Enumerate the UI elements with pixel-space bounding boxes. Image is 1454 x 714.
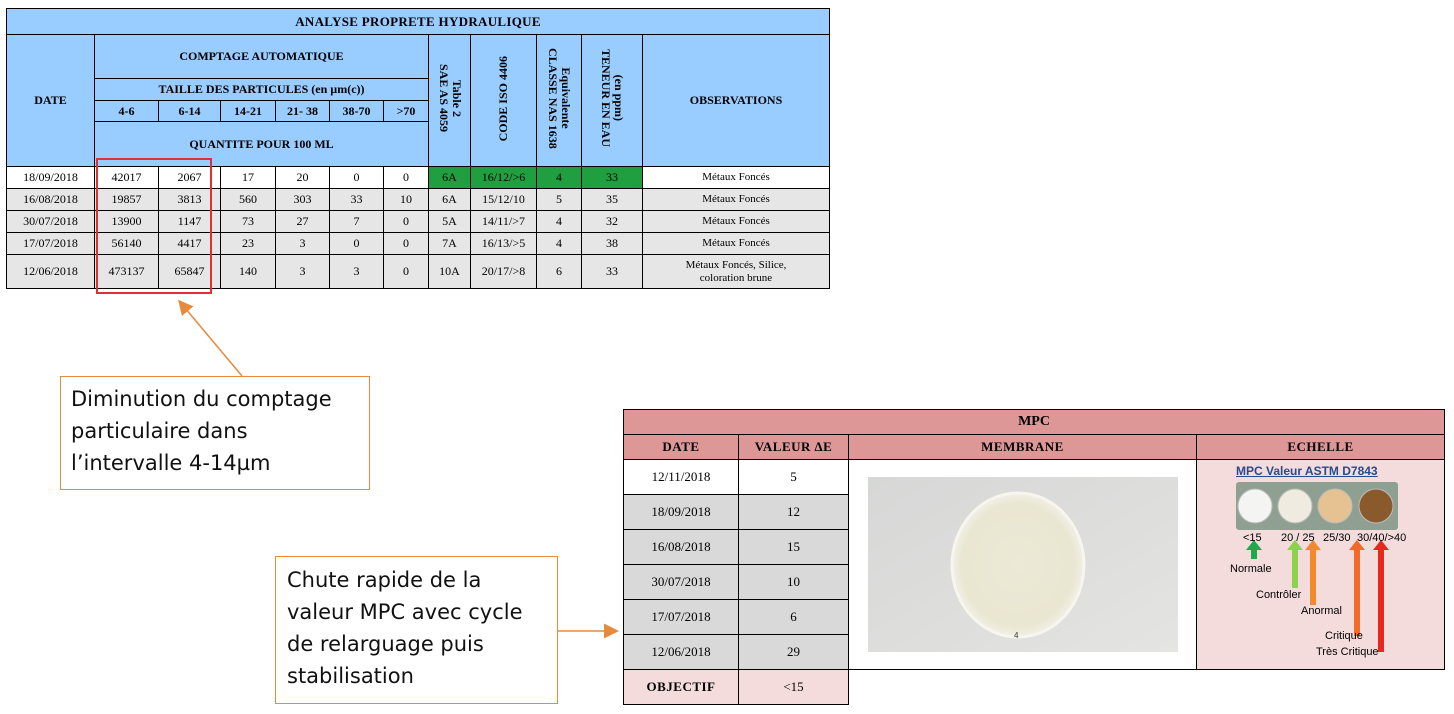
level-tres-critique: Très Critique	[1316, 646, 1379, 658]
mpc-col-valeur: VALEUR ∆E	[739, 435, 849, 460]
cell-count: 3813	[159, 189, 221, 211]
col-observations: OBSERVATIONS	[643, 35, 830, 167]
level-controler: Contrôler	[1256, 589, 1302, 601]
mpc-cell-value: 15	[739, 530, 849, 565]
cell-nas: 5	[537, 189, 582, 211]
mpc-cell-value: 6	[739, 600, 849, 635]
mpc-cell-date: 30/07/2018	[624, 565, 739, 600]
cell-count: 560	[221, 189, 276, 211]
arrow-critique	[1349, 540, 1365, 636]
mpc-cell-date: 18/09/2018	[624, 495, 739, 530]
cell-obs: Métaux Foncés	[643, 167, 830, 189]
cell-teneur: 33	[582, 167, 643, 189]
swatch-anormal	[1318, 489, 1352, 523]
size-38-70: 38-70	[330, 101, 384, 122]
col-sae: SAE AS 4059 Table 2	[429, 35, 471, 167]
cell-teneur: 32	[582, 211, 643, 233]
swatch-critique	[1359, 489, 1393, 523]
col-nas: CLASSE NAS 1638 Equivalente	[537, 35, 582, 167]
col-date: DATE	[7, 35, 95, 167]
cell-count: 19857	[95, 189, 159, 211]
echelle-cell	[1197, 460, 1445, 670]
range-25-30: 25/30	[1323, 532, 1351, 544]
callout-line: Chute rapide de la	[287, 568, 482, 592]
callout-line: valeur MPC avec cycle	[287, 600, 523, 624]
table-row	[624, 460, 1445, 495]
cell-count: 0	[384, 211, 429, 233]
range-lt15: <15	[1243, 532, 1262, 544]
echelle-title: MPC Valeur ASTM D7843	[1236, 464, 1378, 478]
size-21-38: 21- 38	[276, 101, 330, 122]
cell-count: 0	[330, 233, 384, 255]
cell-count: 10	[384, 189, 429, 211]
cell-obs: Métaux Foncés	[643, 189, 830, 211]
cell-sae: 6A	[429, 167, 471, 189]
mpc-cell-value: 5	[739, 460, 849, 495]
cell-sae: 6A	[429, 189, 471, 211]
cell-count: 3	[330, 255, 384, 289]
col-taille: TAILLE DES PARTICULES (en µm(c))	[95, 79, 429, 101]
cell-count: 0	[384, 167, 429, 189]
mpc-table	[623, 409, 1445, 705]
cell-sae: 7A	[429, 233, 471, 255]
cell-count: 0	[384, 233, 429, 255]
size-14-21: 14-21	[221, 101, 276, 122]
cell-nas: 6	[537, 255, 582, 289]
cell-count: 33	[330, 189, 384, 211]
cell-date: 18/09/2018	[7, 167, 95, 189]
cell-count: 0	[384, 255, 429, 289]
arrow-to-red-box	[180, 302, 242, 376]
cell-nas: 4	[537, 233, 582, 255]
size-4-6: 4-6	[95, 101, 159, 122]
membrane-cell	[849, 460, 1197, 670]
callout-line: particulaire dans	[71, 419, 248, 443]
cell-sae: 5A	[429, 211, 471, 233]
range-30-40: 30/40/>40	[1357, 532, 1407, 544]
membrane-disc	[952, 493, 1084, 637]
cell-iso: 15/12/10	[471, 189, 537, 211]
cell-iso: 16/12/>6	[471, 167, 537, 189]
col-iso: CODE ISO 4406	[471, 35, 537, 167]
objectif-label: OBJECTIF	[624, 670, 739, 705]
mpc-col-echelle: ECHELLE	[1197, 435, 1445, 460]
cell-count: 20	[276, 167, 330, 189]
cell-count: 27	[276, 211, 330, 233]
arrow-anormal	[1305, 540, 1321, 605]
mpc-title: MPC	[624, 410, 1445, 435]
cell-date: 17/07/2018	[7, 233, 95, 255]
level-critique: Critique	[1325, 630, 1363, 642]
cell-iso: 20/17/>8	[471, 255, 537, 289]
cell-iso: 14/11/>7	[471, 211, 537, 233]
callout-line: stabilisation	[287, 664, 414, 688]
cell-count: 13900	[95, 211, 159, 233]
cell-date: 16/08/2018	[7, 189, 95, 211]
size-gt70: >70	[384, 101, 429, 122]
cell-nas: 4	[537, 167, 582, 189]
range-20-25: 20 / 25	[1281, 532, 1315, 544]
objectif-value: <15	[739, 670, 849, 705]
callout-mpc	[275, 556, 558, 704]
swatch-controler	[1278, 489, 1312, 523]
mpc-cell-date: 17/07/2018	[624, 600, 739, 635]
level-anormal: Anormal	[1301, 605, 1342, 617]
swatch-normale	[1238, 489, 1272, 523]
cell-obs: Métaux Foncés, Silice, coloration brune	[643, 255, 830, 289]
cell-date: 12/06/2018	[7, 255, 95, 289]
cell-count: 0	[330, 167, 384, 189]
cell-teneur: 38	[582, 233, 643, 255]
col-comptage: COMPTAGE AUTOMATIQUE	[95, 35, 429, 79]
callout-line: de relarguage puis	[287, 632, 484, 656]
level-normale: Normale	[1230, 563, 1272, 575]
mpc-cell-value: 10	[739, 565, 849, 600]
col-quantite: QUANTITE POUR 100 ML	[95, 122, 429, 167]
cell-count: 3	[276, 255, 330, 289]
cell-count: 1147	[159, 211, 221, 233]
cell-teneur: 35	[582, 189, 643, 211]
callout-line: l’intervalle 4-14µm	[71, 451, 271, 475]
cell-count: 3	[276, 233, 330, 255]
mpc-col-membrane: MEMBRANE	[849, 435, 1197, 460]
mpc-col-date: DATE	[624, 435, 739, 460]
cell-count: 140	[221, 255, 276, 289]
callout-line: Diminution du comptage	[71, 387, 332, 411]
cell-teneur: 33	[582, 255, 643, 289]
cell-count: 303	[276, 189, 330, 211]
cell-nas: 4	[537, 211, 582, 233]
mpc-cell-date: 12/11/2018	[624, 460, 739, 495]
mpc-cell-date: 16/08/2018	[624, 530, 739, 565]
cell-count: 73	[221, 211, 276, 233]
cell-date: 30/07/2018	[7, 211, 95, 233]
mpc-cell-value: 29	[739, 635, 849, 670]
svg-text:4: 4	[1013, 631, 1018, 640]
cell-iso: 16/13/>5	[471, 233, 537, 255]
cell-count: 42017	[95, 167, 159, 189]
cell-sae: 10A	[429, 255, 471, 289]
objectif-row	[624, 670, 1445, 705]
callout-comptage	[60, 376, 370, 490]
arrow-tres-critique	[1373, 540, 1389, 652]
membrane-photo	[868, 477, 1178, 652]
mpc-cell-value: 12	[739, 495, 849, 530]
col-teneur: TENEUR EN EAU (en ppm)	[582, 35, 643, 167]
cell-count: 65847	[159, 255, 221, 289]
cell-obs: Métaux Foncés	[643, 211, 830, 233]
cell-count: 56140	[95, 233, 159, 255]
cell-count: 7	[330, 211, 384, 233]
cell-count: 2067	[159, 167, 221, 189]
cell-count: 473137	[95, 255, 159, 289]
cell-count: 4417	[159, 233, 221, 255]
cell-count: 17	[221, 167, 276, 189]
size-6-14: 6-14	[159, 101, 221, 122]
analyse-title: ANALYSE PROPRETE HYDRAULIQUE	[7, 9, 830, 35]
cell-obs: Métaux Foncés	[643, 233, 830, 255]
cell-count: 23	[221, 233, 276, 255]
arrow-controler	[1287, 540, 1303, 588]
mpc-cell-date: 12/06/2018	[624, 635, 739, 670]
